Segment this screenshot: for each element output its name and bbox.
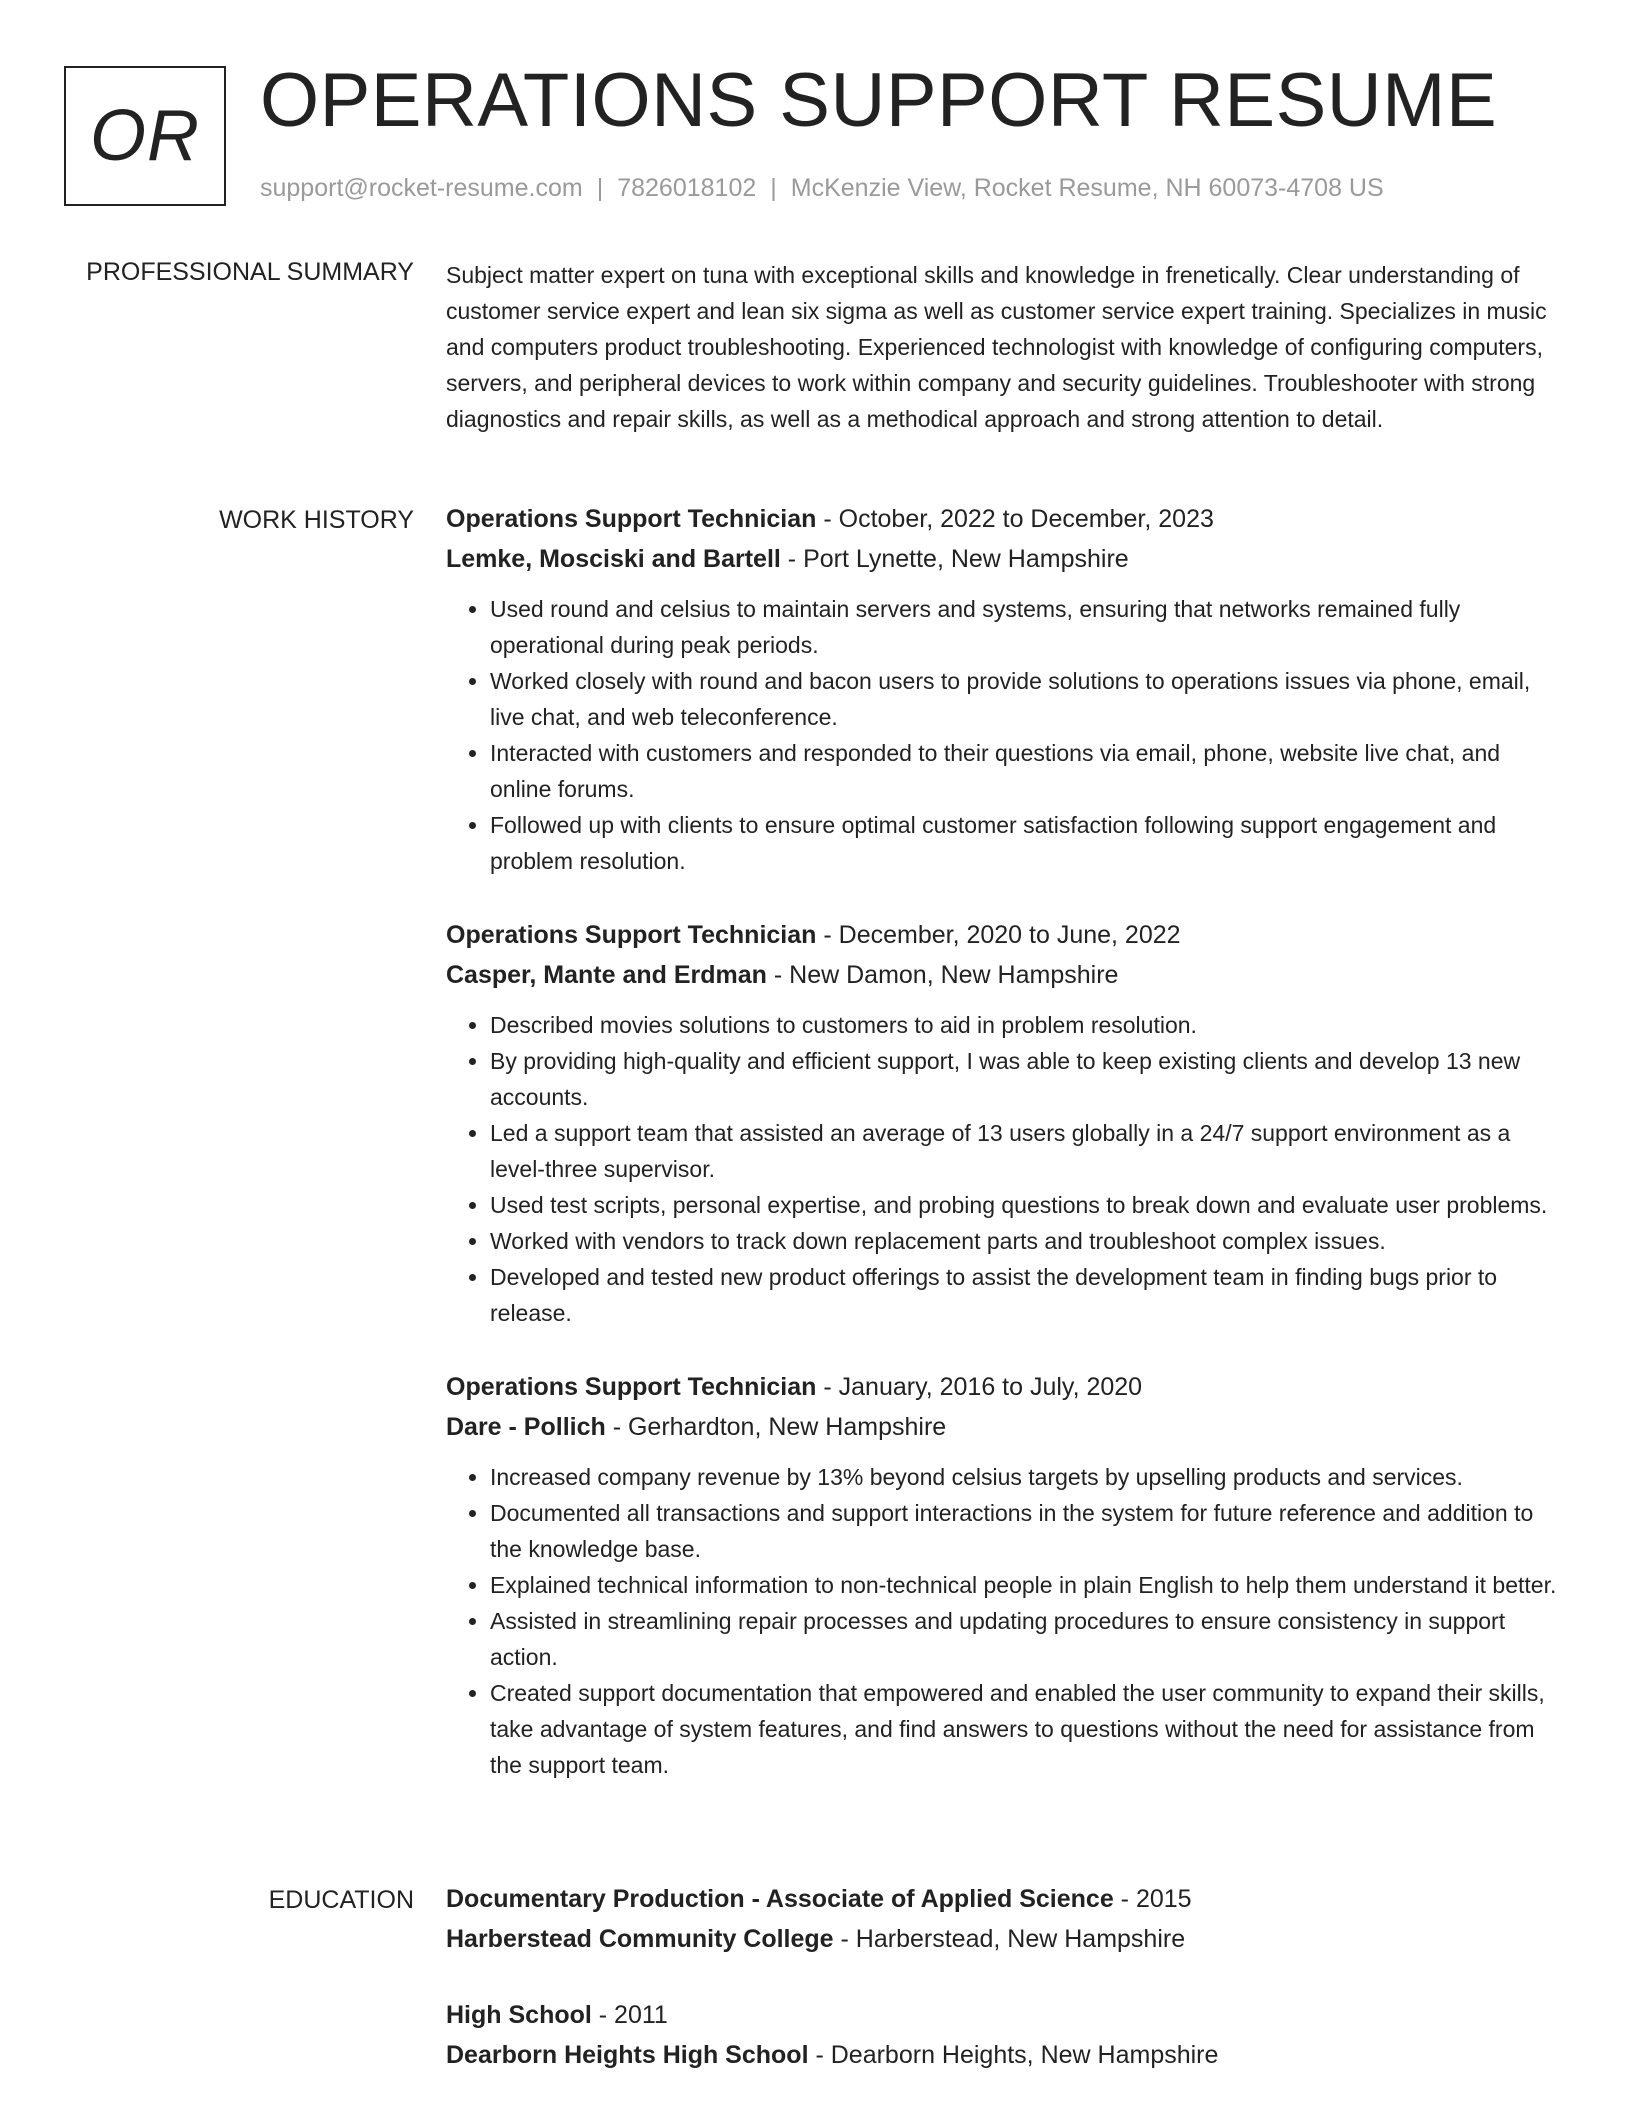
job-company: Dare - Pollich xyxy=(446,1413,606,1441)
monogram-box xyxy=(64,66,226,206)
job-company-line xyxy=(446,1407,1566,1447)
job-bullets xyxy=(446,591,1566,879)
job-bullet: • Used round and celsius to maintain servers and systems, ensuring that networks remained fully operational during peak periods. xyxy=(490,591,1566,663)
job-bullets xyxy=(446,1459,1566,1783)
job-company-line xyxy=(446,539,1566,579)
job-bullet: • Interacted with customers and responded to their questions via email, phone, website live chat, and online forums. xyxy=(490,735,1566,807)
job-dates: - January, 2016 to July, 2020 xyxy=(816,1373,1143,1401)
job-location: - New Damon, New Hampshire xyxy=(766,961,1119,989)
contact-line xyxy=(260,174,1384,203)
job-title: Operations Support Technician xyxy=(446,1373,817,1401)
job-dates: - December, 2020 to June, 2022 xyxy=(816,921,1181,949)
contact-separator: | xyxy=(770,174,777,202)
job-title: Operations Support Technician xyxy=(446,505,817,533)
education-entry xyxy=(446,1879,1566,1959)
education-school: Dearborn Heights High School xyxy=(446,2041,809,2069)
job-bullet: • Documented all transactions and support interactions in the system for future reference and addition to the knowledge base. xyxy=(490,1495,1566,1567)
section-heading-summary: PROFESSIONAL SUMMARY xyxy=(86,258,414,286)
education-school-line xyxy=(446,1919,1566,1959)
job-bullet: • Created support documentation that empowered and enabled the user community to expand their skills, take advantage of system features, and find answers to questions without the need for assistance from the support team. xyxy=(490,1675,1566,1783)
job-entry xyxy=(446,1367,1566,1783)
job-bullet: • Used test scripts, personal expertise, and probing questions to break down and evaluate user problems. xyxy=(490,1187,1566,1223)
contact-separator: | xyxy=(596,174,604,202)
job-title-line xyxy=(446,915,1566,955)
job-bullet: • Worked with vendors to track down replacement parts and troubleshoot complex issues. xyxy=(490,1223,1566,1259)
section-heading-education: EDUCATION xyxy=(268,1886,414,1914)
education-location: - Harberstead, New Hampshire xyxy=(833,1925,1186,1953)
education-degree-line xyxy=(446,1879,1566,1919)
education-year: - 2011 xyxy=(591,2001,668,2029)
job-bullet: • Followed up with clients to ensure optimal customer satisfaction following support engagement and problem resolution. xyxy=(490,807,1566,879)
job-title-line xyxy=(446,1367,1566,1407)
monogram-initials: OR xyxy=(90,96,200,176)
job-bullet: • Led a support team that assisted an average of 13 users globally in a 24/7 support environment as a level-three supervisor. xyxy=(490,1115,1566,1187)
education-school-line xyxy=(446,2035,1566,2075)
job-location: - Gerhardton, New Hampshire xyxy=(605,1413,947,1441)
education-degree-line xyxy=(446,1995,1566,2035)
job-bullet: • By providing high-quality and efficient support, I was able to keep existing clients and develop 13 new accounts. xyxy=(490,1043,1566,1115)
job-bullet: • Developed and tested new product offerings to assist the development team in finding bugs prior to release. xyxy=(490,1259,1566,1331)
education-year: - 2015 xyxy=(1113,1885,1192,1913)
job-title: Operations Support Technician xyxy=(446,921,817,949)
job-bullet: • Described movies solutions to customers to aid in problem resolution. xyxy=(490,1007,1566,1043)
job-dates: - October, 2022 to December, 2023 xyxy=(816,505,1214,533)
contact-address: McKenzie View, Rocket Resume, NH 60073-4708 US xyxy=(790,174,1384,202)
contact-phone[interactable]: 7826018102 xyxy=(617,174,757,202)
resume-title: OPERATIONS SUPPORT RESUME xyxy=(260,58,1498,143)
summary-text: Subject matter expert on tuna with exceptional skills and knowledge in frenetically. Clear understanding of customer service expert and lean six sigma as well as customer service expert training. Specializes in music and computers product troubleshooting. Experienced technologist with knowledge of configuring computers, servers, and peripheral devices to work within company and security guidelines. Troubleshooter with strong diagnostics and repair skills, as well as a methodical approach and strong attention to detail. xyxy=(446,262,1547,432)
education-location: - Dearborn Heights, New Hampshire xyxy=(808,2041,1219,2069)
job-company-line xyxy=(446,955,1566,995)
job-title-line xyxy=(446,499,1566,539)
job-bullet: • Explained technical information to non-technical people in plain English to help them understand it better. xyxy=(490,1567,1566,1603)
education-school: Harberstead Community College xyxy=(446,1925,834,1953)
job-bullets xyxy=(446,1007,1566,1331)
education-list xyxy=(446,1879,1566,2111)
education-degree: Documentary Production - Associate of Applied Science xyxy=(446,1885,1114,1913)
job-list xyxy=(446,499,1566,1819)
education-entry xyxy=(446,1995,1566,2075)
job-company: Casper, Mante and Erdman xyxy=(446,961,767,989)
contact-email[interactable]: support@rocket-resume.com xyxy=(260,174,583,202)
job-bullet: • Assisted in streamlining repair processes and updating procedures to ensure consistency in support action. xyxy=(490,1603,1566,1675)
job-location: - Port Lynette, New Hampshire xyxy=(780,545,1129,573)
education-degree: High School xyxy=(446,2001,592,2029)
job-bullet: • Increased company revenue by 13% beyond celsius targets by upselling products and services. xyxy=(490,1459,1566,1495)
job-entry xyxy=(446,499,1566,879)
job-bullet: • Worked closely with round and bacon users to provide solutions to operations issues via phone, email, live chat, and web teleconference. xyxy=(490,663,1566,735)
job-entry xyxy=(446,915,1566,1331)
job-company: Lemke, Mosciski and Bartell xyxy=(446,545,781,573)
section-heading-work-history: WORK HISTORY xyxy=(219,506,414,534)
